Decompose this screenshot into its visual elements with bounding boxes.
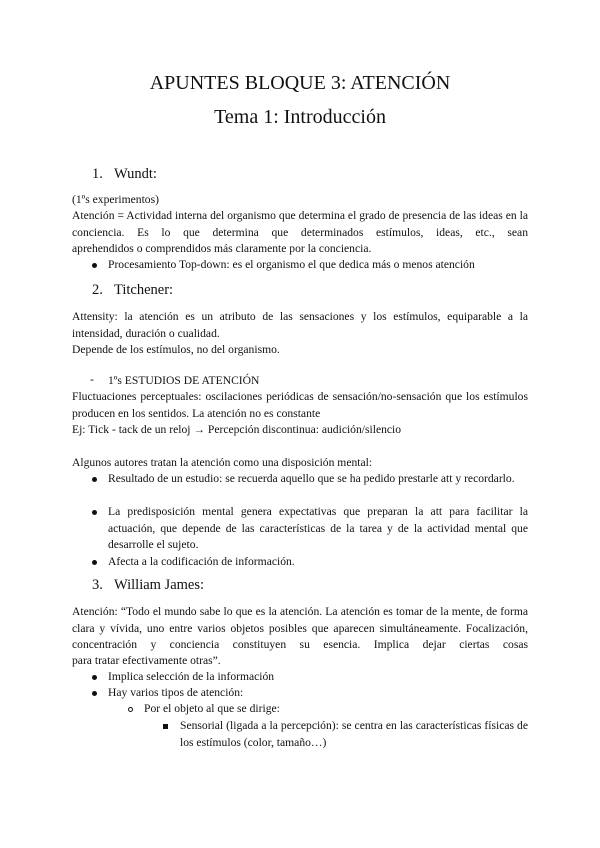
document-title: APUNTES BLOQUE 3: ATENCIÓN (149, 72, 451, 94)
list-item: 1ºs ESTUDIOS DE ATENCIÓN (108, 374, 260, 387)
bullet-dot-icon (92, 510, 97, 515)
bullet-dot-icon (92, 263, 97, 268)
list-item: Por el objeto al que se dirige: (144, 702, 280, 715)
list-item: Hay varios tipos de atención: (108, 686, 244, 699)
section-heading-titchener (92, 282, 173, 299)
bullet-dot-icon (92, 477, 97, 482)
bullet-dot-icon (92, 560, 97, 565)
list-item: Afecta a la codificación de información. (108, 555, 295, 568)
section-number: 1. (92, 166, 103, 182)
section-label: William James: (114, 577, 205, 593)
dash-bullet-icon: - (90, 373, 94, 386)
bullet-square-icon (163, 724, 168, 729)
document-subtitle: Tema 1: Introducción (214, 106, 386, 128)
section-heading-william-james (92, 577, 204, 594)
paragraph: Atención = Actividad interna del organismo que determina el grado de presencia de las ideas en la conciencia. Es lo que determina que determinados estímulos, ideas, etc., sean (72, 209, 528, 239)
bullet-circle-icon (128, 707, 133, 712)
list-item: La predisposición mental genera expectativas que preparan la att para facilitar la actuación, que depende de las características de la tarea y de la actividad mental que desarrolle el sujeto. (108, 505, 528, 551)
section-label: Wundt: (114, 166, 157, 182)
paragraph: Fluctuaciones perceptuales: oscilaciones periódicas de sensación/no-sensación que los estímulos producen en los sentidos. La atención no es constante (72, 390, 528, 420)
list-item: Implica selección de la información (108, 670, 275, 683)
list-item: Sensorial (ligada a la percepción): se centra en las características físicas de los estímulos (color, tamaño…) (180, 719, 528, 749)
paragraph: Algunos autores tratan la atención como una disposición mental: (72, 456, 373, 469)
paragraph: Atención: “Todo el mundo sabe lo que es la atención. La atención es tomar de la mente, de forma clara y vívida, uno entre varios objetos posibles que aparecen simultáneamente. Focalización, concentración y conciencia constituyen su esencia. Implica dejar ciertas cosas (72, 605, 528, 651)
paragraph: (1ºs experimentos) (72, 193, 159, 206)
bullet-dot-icon (92, 675, 97, 680)
paragraph: Depende de los estímulos, no del organismo. (72, 343, 280, 356)
section-label: Titchener: (114, 282, 174, 298)
paragraph: para tratar efectivamente otras”. (72, 654, 221, 667)
paragraph: Attensity: la atención es un atributo de las sensaciones y los estímulos, equiparable a la intensidad, duración o cualidad. (72, 310, 528, 340)
list-item: Procesamiento Top-down: es el organismo el que dedica más o menos atención (108, 258, 475, 271)
section-heading-wundt (92, 166, 157, 183)
section-number: 2. (92, 282, 103, 298)
paragraph: Ej: Tick - tack de un reloj → Percepción discontinua: audición/silencio (72, 423, 402, 436)
paragraph: aprehendidos o comprendidos más claramente por la conciencia. (72, 242, 372, 255)
list-item: Resultado de un estudio: se recuerda aquello que se ha pedido prestarle att y recordarlo. (108, 472, 515, 485)
section-number: 3. (92, 577, 103, 593)
bullet-dot-icon (92, 691, 97, 696)
